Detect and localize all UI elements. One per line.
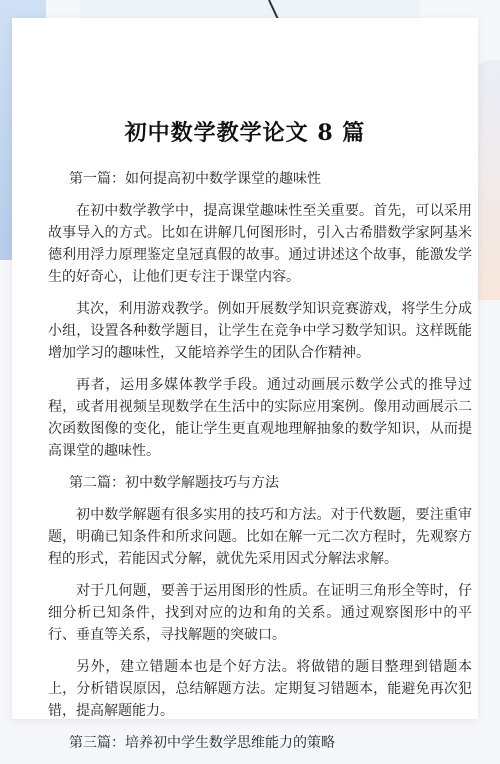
document-page [12,18,478,751]
section-heading-1: 第一篇：如何提高初中数学课堂的趣味性 [69,171,321,187]
section-2-paragraph-1: 初中数学解题有很多实用的技巧和方法。对于代数题，要注重审题，明确已知条件和所求问题。比如在解一元二次方程时，先观察方程的形式，若能因式分解，就优先采用因式分解法求解。 [48,507,472,567]
section-1-paragraph-1: 在初中数学教学中，提高课堂趣味性至关重要。首先，可以采用故事导入的方式。比如在讲解几何图形时，引入古希腊数学家阿基米德利用浮力原理鉴定皇冠真假的故事。通过讲述这个故事，能激发学生的好奇心，让他们更专注于课堂内容。 [48,203,472,285]
document-content [48,168,472,764]
background-shape-top [80,0,420,18]
section-1-paragraph-3: 再者，运用多媒体教学手段。通过动画展示数学公式的推导过程，或者用视频呈现数学在生活中的实际应用案例。像用动画展示二次函数图像的变化，能让学生更直观地理解抽象的数学知识，从而提高课堂的趣味性。 [48,377,472,459]
document-title: 初中数学教学论文 8 篇 [124,120,366,146]
section-2-paragraph-2: 对于几何题，要善于运用图形的性质。在证明三角形全等时，仔细分析已知条件，找到对应的边和角的关系。通过观察图形中的平行、垂直等关系，寻找解题的突破口。 [48,583,472,643]
section-heading-3: 第三篇：培养初中学生数学思维能力的策略 [69,735,335,751]
section-heading-2: 第二篇：初中数学解题技巧与方法 [69,475,279,491]
section-1-paragraph-2: 其次，利用游戏教学。例如开展数学知识竞赛游戏，将学生分成小组，设置各种数学题目，让学生在竞争中学习数学知识。这样既能增加学习的趣味性，又能培养学生的团队合作精神。 [48,301,472,361]
section-2-paragraph-3: 另外，建立错题本也是个好方法。将做错的题目整理到错题本上，分析错误原因，总结解题方法。定期复习错题本，能避免再次犯错，提高解题能力。 [48,659,472,719]
